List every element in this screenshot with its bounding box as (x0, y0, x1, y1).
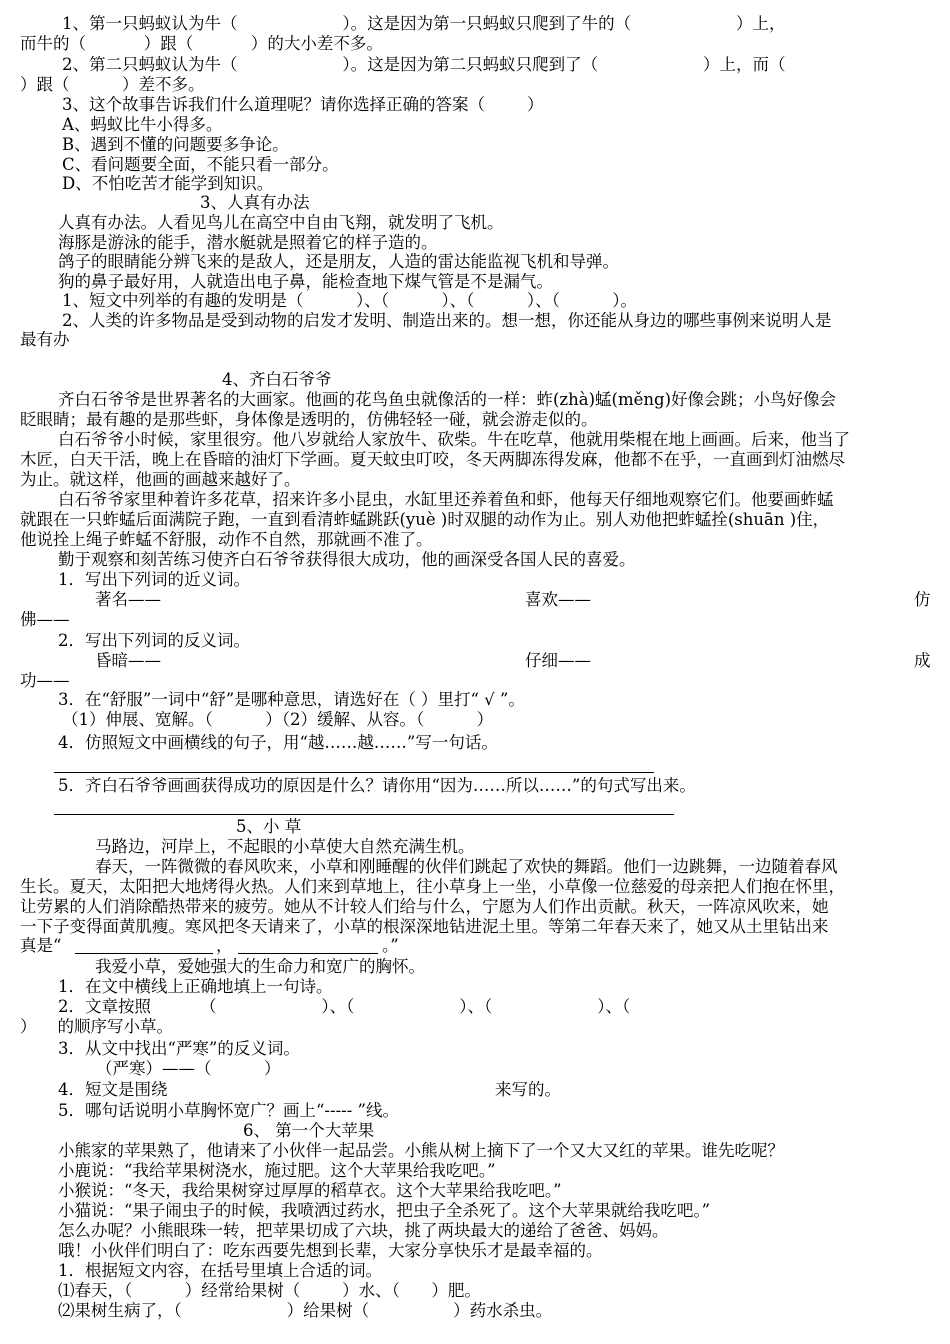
section-4-title: 4、齐白石爷爷 (222, 370, 332, 389)
s4-q4: 4．仿照短文中画横线的句子，用“越……越……”写一句话。 (58, 733, 498, 752)
choice-d: D、不怕吃苦才能学到知识。 (62, 174, 274, 193)
s5-para2-line1: 春天，一阵微微的春风吹来，小草和刚睡醒的伙伴们跳起了欢快的舞蹈。他们一边跳舞，一边随着春风 (95, 857, 838, 876)
s6-para1: 小熊家的苹果熟了，他请来了小伙伴一起品尝。小熊从树上摘下了一个又大又红的苹果。谁先吃呢？ (58, 1141, 784, 1160)
s5-comma: ， (216, 936, 233, 955)
s4-para1-line2: 眨眼睛；最有趣的是那些虾，身体像是透明的，仿佛轻轻一碰，就会游走似的。 (20, 410, 598, 429)
s3-para-2: 海豚是游泳的能手，潜水艇就是照着它的样子造的。 (58, 233, 438, 252)
s6-deer: 小鹿说：“我给苹果树浇水，施过肥。这个大苹果给我吃吧。” (58, 1161, 496, 1180)
s4-para3-line1: 白石爷爷家里种着许多花草，招来许多小昆虫，水缸里还养着鱼和虾，他每天仔细地观察它们。他要画蚱蜢 (58, 490, 834, 509)
s5-q4-start: 4．短文是围绕 (58, 1080, 168, 1099)
antonym-1: 昏暗—— (95, 651, 161, 670)
s5-close-quote: 。” (382, 936, 399, 955)
s4-para1-line1: 齐白石爷爷是世界著名的大画家。他画的花鸟鱼虫就像活的一样：蚱(zhà)蜢(měng)好像会跳；小鸟好像会 (58, 390, 837, 409)
s5-para2-line4: 一下子变得面黄肌瘦。寒风把冬天请来了，小草的根深深地钻进泥土里。等第二年春天来了，她又从土里钻出来 (20, 917, 829, 936)
q3-ant-question: 3、这个故事告诉我们什么道理呢？请你选择正确的答案（ ） (62, 95, 544, 114)
s6-cat: 小猫说：“果子闹虫子的时候，我喷洒过药水，把虫子全杀死了。这个大苹果就给我吃吧。” (58, 1201, 711, 1220)
s6-q1-item2: ⑵果树生病了，（ ）给果树（ ）药水杀虫。 (58, 1301, 553, 1320)
choice-b: B、遇到不懂的问题要多争论。 (62, 135, 289, 154)
s4-para2-line2: 木匠，白天干活，晚上在昏暗的油灯下学画。夏天蚊虫叮咬，冬天两脚冻得发麻，他都不在乎，一直画到灯油燃尽 (20, 450, 845, 469)
s4-para3-line2: 就跟在一只蚱蜢后面满院子跑，一直到看清蚱蜢跳跃(yuè )时双腿的动作为止。别人劝他把蚱蜢拴(shuān )住， (20, 510, 830, 529)
s6-q1: 1．根据短文内容，在括号里填上合适的词。 (58, 1261, 382, 1280)
s4-q5: 5．齐白石爷爷画画获得成功的原因是什么？请你用“因为……所以……”的句式写出来。 (58, 776, 696, 795)
s6-para6: 哦！小伙伴们明白了：吃东西要先想到长辈，大家分享快乐才是最幸福的。 (58, 1241, 603, 1260)
s6-monkey: 小猴说：“冬天，我给果树穿过厚厚的稻草衣。这个大苹果给我吃吧。” (58, 1181, 562, 1200)
s5-q2-blanks: （ ）、（ ）、（ ）、（ (200, 997, 631, 1016)
s5-para2-line2: 生长。夏天，太阳把大地烤得火热。人们来到草地上，往小草身上一坐，小草像一位慈爱的母亲把人们抱在怀里， (20, 877, 845, 896)
s5-q1: 1．在文中横线上正确地填上一句诗。 (58, 977, 333, 996)
s5-q2-end: ） 的顺序写小草。 (20, 1017, 173, 1036)
s6-para5: 怎么办呢？小熊眼珠一转，把苹果切成了六块，挑了两块最大的递给了爸爸、妈妈。 (58, 1221, 669, 1240)
s4-para4: 勤于观察和刻苦练习使齐白石爷爷获得很大成功，他的画深受各国人民的喜爱。 (58, 550, 636, 569)
q2-ant-line2: ）跟（ ）差不多。 (20, 75, 205, 94)
s5-q3-answer: （严寒）——（ ） (96, 1059, 281, 1078)
s4-para2-line1: 白石爷爷小时候，家里很穷。他八岁就给人家放牛、砍柴。牛在吃草，他就用柴棍在地上画画。后来，他当了 (58, 430, 850, 449)
s5-q2-start: 2．文章按照 (58, 997, 151, 1016)
s3-q2-line2: 最有办 (20, 330, 70, 349)
s3-q1: 1、短文中列举的有趣的发明是（ ）、（ ）、（ ）、（ ）。 (62, 291, 638, 310)
s3-q2-line1: 2、人类的许多物品是受到动物的启发才发明、制造出来的。想一想，你还能从身边的哪些事例来说明人是 (62, 311, 832, 330)
s4-q2: 2．写出下列词的反义词。 (58, 631, 250, 650)
answer-line-q4[interactable] (54, 772, 654, 773)
poem-blank-2[interactable] (238, 953, 378, 954)
antonym-2: 仔细—— (525, 651, 591, 670)
s5-q5: 5．哪句话说明小草胸怀宽广？画上“----- ”线。 (58, 1101, 399, 1120)
antonym-3-head: 成 (914, 651, 931, 670)
poem-blank-1[interactable] (75, 953, 213, 954)
s3-para-3: 鸽子的眼睛能分辨飞来的是敌人，还是朋友，人造的雷达能监视飞机和导弹。 (58, 252, 619, 271)
section-3-title: 3、人真有办法 (200, 193, 310, 212)
s4-q3: 3．在“舒服”一词中“舒”是哪种意思，请选好在（ ）里打“ √ ”。 (58, 690, 525, 709)
s5-para2-line5-start: 真是“ (20, 936, 62, 955)
synonym-2: 喜欢—— (525, 590, 591, 609)
s5-para1: 马路边，河岸上，不起眼的小草使大自然充满生机。 (95, 837, 475, 856)
s4-q3-options: （1）伸展、宽解。（ ）（2）缓解、从容。（ ） (62, 710, 494, 729)
s5-para2-line3: 让劳累的人们消除酷热带来的疲劳。她从不计较人们给与什么，宁愿为人们作出贡献。秋天，一阵凉风吹来，她 (20, 897, 829, 916)
q1-ant-line1: 1、第一只蚂蚁认为牛（ ）。这是因为第一只蚂蚁只爬到了牛的（ ）上， (62, 14, 786, 33)
s3-para-4: 狗的鼻子最好用，人就造出电子鼻，能检查地下煤气管是不是漏气。 (58, 272, 553, 291)
section-5-title: 5、小 草 (236, 817, 302, 836)
antonym-3-tail: 功—— (20, 671, 70, 690)
s4-para3-line3: 他说拴上绳子蚱蜢不舒服，动作不自然，那就画不准了。 (20, 530, 433, 549)
s5-q4-end: 来写的。 (495, 1080, 561, 1099)
s5-para3: 我爱小草，爱她强大的生命力和宽广的胸怀。 (95, 957, 425, 976)
synonym-3-tail: 佛—— (20, 610, 70, 629)
section-6-title: 6、 第一个大苹果 (243, 1121, 375, 1140)
q1-ant-line2: 而牛的（ ）跟（ ）的大小差不多。 (20, 34, 383, 53)
answer-line-q5[interactable] (54, 814, 674, 815)
choice-a: A、蚂蚁比牛小得多。 (62, 115, 223, 134)
s3-para-1: 人真有办法。人看见鸟儿在高空中自由飞翔，就发明了飞机。 (58, 213, 504, 232)
q2-ant-line1: 2、第二只蚂蚁认为牛（ ）。这是因为第二只蚂蚁只爬到了（ ）上，而（ (62, 55, 786, 74)
s5-q3: 3．从文中找出“严寒”的反义词。 (58, 1039, 300, 1058)
s4-q1: 1．写出下列词的近义词。 (58, 570, 250, 589)
s4-para2-line3: 为止。就这样，他画的画越来越好了。 (20, 470, 301, 489)
synonym-1: 著名—— (95, 590, 161, 609)
s6-q1-item1: ⑴春天，（ ）经常给果树（ ）水、（ ）肥。 (58, 1281, 481, 1300)
choice-c: C、看问题要全面，不能只看一部分。 (62, 155, 339, 174)
synonym-3-head: 仿 (914, 590, 931, 609)
